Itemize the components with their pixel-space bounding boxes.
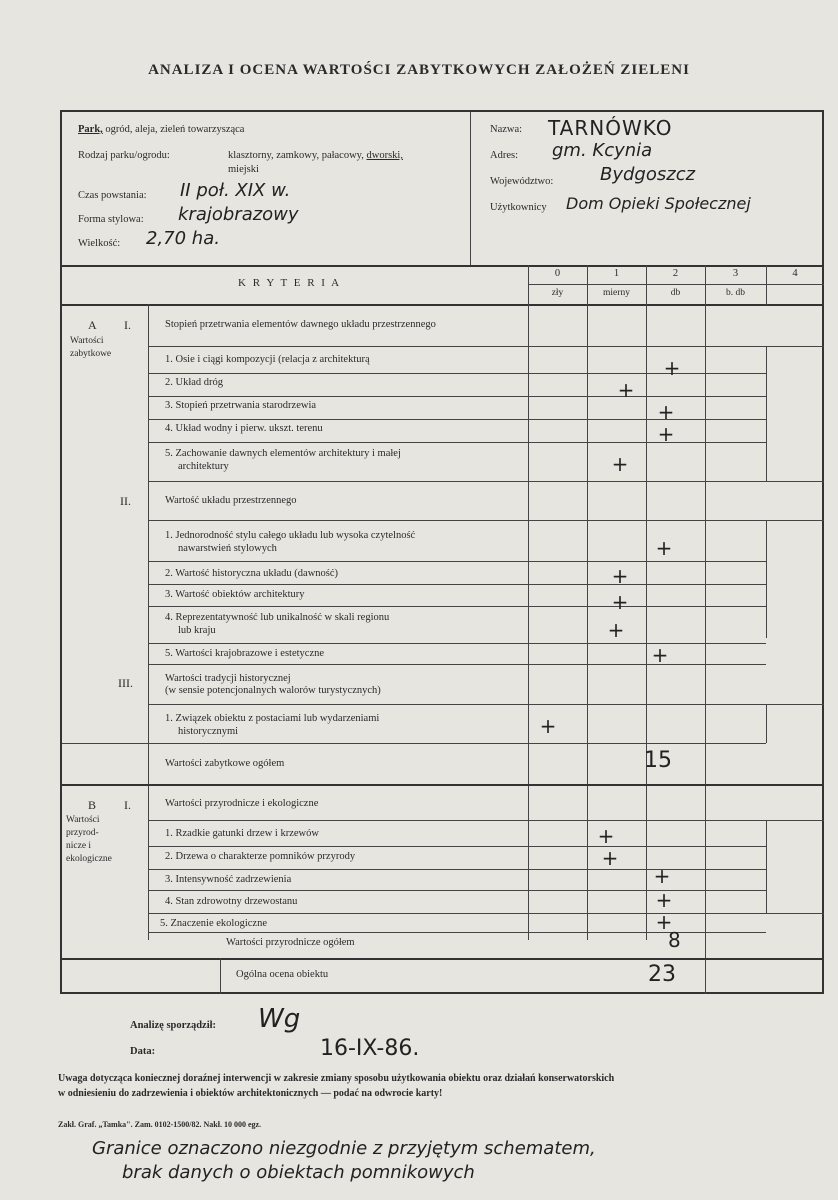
b-item-3: 3. Intensywność zadrzewienia [165, 874, 292, 885]
b-item-2: 2. Drzewa o charakterze pomników przyrody [165, 851, 356, 862]
note-line-2: w odniesieniu do zadrzewienia i obiektów architektonicznych — podać na odwrocie karty! [58, 1088, 443, 1099]
a2-item-4b: lub kraju [178, 625, 216, 636]
b-total-value: 8 [668, 928, 681, 952]
mark-a1-1: + [663, 356, 681, 380]
score-0: 0 [554, 268, 561, 279]
czas-value: II poł. XIX w. [180, 180, 291, 201]
mark-a2-2: + [611, 564, 629, 588]
mark-b-2: + [601, 846, 619, 870]
adres-label: Adres: [490, 150, 518, 161]
grade-2: db [670, 288, 681, 298]
section-b-name-3: nicze i [66, 841, 92, 851]
wielkosc-label: Wielkość: [78, 238, 121, 249]
section-b-name-1: Wartości [66, 815, 100, 825]
a-total-value: 15 [644, 748, 672, 773]
overall-label: Ogólna ocena obiektu [236, 969, 329, 980]
a3-item-1b: historycznymi [178, 726, 239, 737]
overall-value: 23 [648, 962, 676, 987]
mark-a3-1: + [539, 714, 557, 738]
group2-roman: II. [120, 494, 131, 508]
mark-b-1: + [597, 824, 615, 848]
a1-item-1: 1. Osie i ciągi kompozycji (relacja z architekturą [165, 354, 370, 365]
mark-a2-3: + [611, 590, 629, 614]
b-item-5: 5. Znaczenie ekologiczne [160, 918, 267, 929]
section-b-name-2: przyrod- [66, 828, 99, 838]
score-2: 2 [672, 268, 679, 279]
a2-item-1: 1. Jednorodność stylu całego układu lub wysoka czytelność [165, 530, 416, 541]
section-a-letter: A [88, 318, 97, 332]
handnote-1: Granice oznaczono niezgodnie z przyjętym schematem, [92, 1138, 596, 1159]
kryteria-label: K R Y T E R I A [238, 277, 342, 289]
wielkosc-value: 2,70 ha. [146, 228, 220, 249]
a2-item-4: 4. Reprezentatywność lub unikalność w skali regionu [165, 612, 390, 623]
b-total-label: Wartości przyrodnicze ogółem [226, 937, 355, 948]
rodzaj-options: klasztorny, zamkowy, pałacowy, dworski, [228, 150, 403, 161]
adres-value: gm. Kcynia [552, 140, 653, 161]
mark-a2-4: + [607, 618, 625, 642]
mark-b-3: + [653, 864, 671, 888]
section-b-roman: I. [124, 798, 131, 812]
grade-1: mierny [603, 288, 630, 298]
b-item-1: 1. Rzadkie gatunki drzew i krzewów [165, 828, 319, 839]
data-label: Data: [130, 1046, 156, 1057]
a1-item-4: 4. Układ wodny i pierw. ukszt. terenu [165, 423, 323, 434]
a1-item-3: 3. Stopień przetrwania starodrzewia [165, 400, 317, 411]
section-b-letter: B [88, 798, 97, 812]
group3-title: Wartości tradycji historycznej [165, 673, 291, 684]
woj-label: Województwo: [490, 176, 554, 187]
mark-b-4: + [655, 888, 673, 912]
a2-item-2: 2. Wartość historyczna układu (dawność) [165, 568, 339, 579]
mark-a1-5: + [611, 452, 629, 476]
signature: Wg [258, 1004, 301, 1034]
a2-item-1b: nawarstwień stylowych [178, 543, 277, 554]
nazwa-value: TARNÓWKO [548, 116, 673, 140]
forma-value: krajobrazowy [178, 204, 299, 225]
group3-roman: III. [118, 676, 133, 690]
section-a-name: Wartości zabytkowe [70, 336, 112, 359]
woj-value: Bydgoszcz [600, 164, 696, 185]
rodzaj-extra: miejski [228, 164, 259, 175]
park-type-line: Park, ogród, aleja, zieleń towarzysząca [78, 124, 245, 135]
rodzaj-label: Rodzaj parku/ogrodu: [78, 150, 170, 161]
uzyt-value: Dom Opieki Społecznej [566, 194, 751, 213]
grade-3: b. db [726, 288, 745, 298]
section-a-roman: I. [124, 318, 131, 332]
group3-subtitle: (w sensie potencjonalnych walorów turystycznych) [165, 685, 381, 696]
mark-a1-3: + [657, 400, 675, 424]
a1-item-2: 2. Układ dróg [165, 377, 224, 388]
a3-item-1: 1. Związek obiektu z postaciami lub wydarzeniami [165, 713, 380, 724]
data-value: 16-IX-86. [320, 1036, 420, 1061]
mark-a2-1: + [655, 536, 673, 560]
nazwa-label: Nazwa: [490, 124, 523, 135]
mark-b-5: + [655, 910, 673, 934]
handnote-2: brak danych o obiektach pomnikowych [122, 1162, 475, 1183]
a-total-label: Wartości zabytkowe ogółem [165, 758, 285, 769]
b-item-4: 4. Stan zdrowotny drzewostanu [165, 896, 298, 907]
czas-label: Czas powstania: [78, 190, 147, 201]
group2-title: Wartość układu przestrzennego [165, 495, 297, 506]
printer-line: Zakł. Graf. „Tamka". Zam. 0102-1500/82. Nakł. 10 000 egz. [58, 1120, 262, 1129]
note-line-1: Uwaga dotycząca koniecznej doraźnej interwencji w zakresie zmiany sposobu użytkowania obiektu oraz działań konserwatorskich [58, 1073, 615, 1084]
grade-0: zły [551, 288, 564, 298]
mark-a1-2: + [617, 378, 635, 402]
a1-item-5b: architektury [178, 461, 229, 472]
a1-item-5: 5. Zachowanie dawnych elementów architektury i małej [165, 448, 401, 459]
form-title: ANALIZA I OCENA WARTOŚCI ZABYTKOWYCH ZAŁOŻEŃ ZIELENI [148, 62, 690, 78]
score-4: 4 [792, 268, 798, 279]
b-group-title: Wartości przyrodnicze i ekologiczne [165, 798, 319, 809]
uzyt-label: Użytkownicy [490, 202, 547, 213]
score-3: 3 [732, 268, 739, 279]
group1-title: Stopień przetrwania elementów dawnego układu przestrzennego [165, 319, 436, 330]
mark-a1-4: + [657, 422, 675, 446]
forma-label: Forma stylowa: [78, 214, 144, 225]
a2-item-3: 3. Wartość obiektów architektury [165, 589, 305, 600]
section-b-name-4: ekologiczne [66, 854, 112, 864]
analiza-label: Analizę sporządził: [130, 1020, 217, 1031]
score-1: 1 [613, 268, 620, 279]
mark-a2-5: + [651, 643, 669, 667]
a2-item-5: 5. Wartości krajobrazowe i estetyczne [165, 648, 325, 659]
